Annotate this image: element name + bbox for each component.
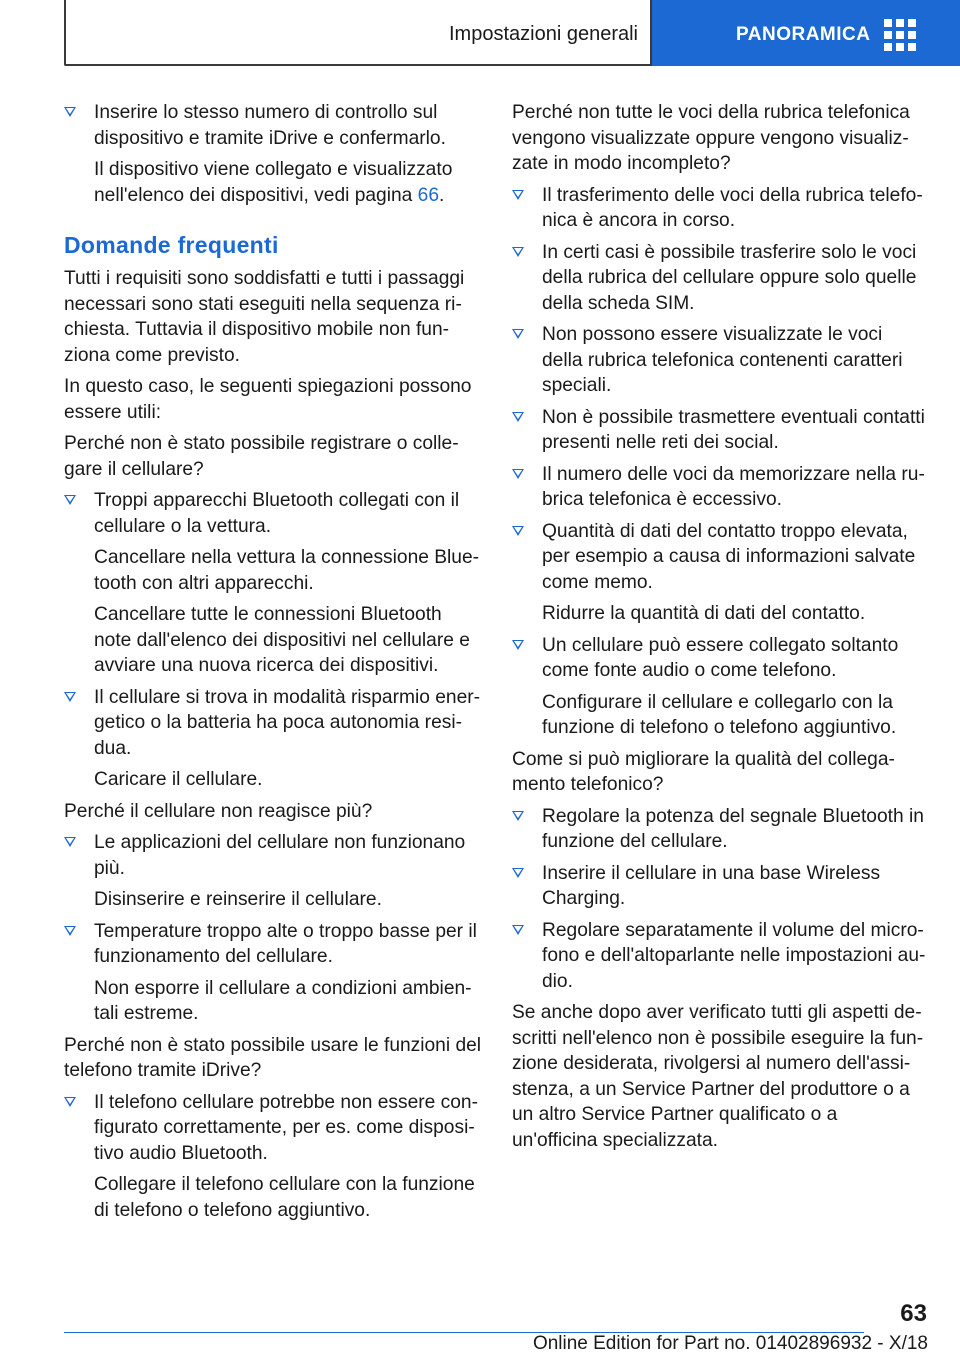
question: Perché non è stato possibile usare le funzioni del telefono tramite iDrive? xyxy=(64,1034,482,1081)
list-item: Il trasferimento delle voci della rubrica telefonica è ancora in corso. xyxy=(512,183,928,234)
bullet-arrow-icon xyxy=(512,811,524,821)
list-item: Il cellulare si trova in modalità risparmio energetico o la batteria ha poca autonomia residua. xyxy=(64,685,484,762)
bullet-arrow-icon xyxy=(512,526,524,536)
list-item: In certi casi è possibile trasferire solo le voci della rubrica del cellulare oppure solo quelle della scheda SIM. xyxy=(512,240,928,317)
bullet-arrow-icon xyxy=(512,640,524,650)
list-item: Le applicazioni del cellulare non funzionano più. xyxy=(64,830,484,881)
bullet-arrow-icon xyxy=(512,469,524,479)
list-item: Il telefono cellulare potrebbe non essere configurato correttamente, per es. come dispositivo audio Bluetooth. xyxy=(64,1090,484,1167)
list-item: Temperature troppo alte o troppo basse per il funzionamento del cellulare. xyxy=(64,919,484,970)
list-item-detail: Cancellare tutte le connessioni Bluetooth note dall'elenco dei dispositivi nel cellulare e avviare una nuova ricerca dei dispositivi. xyxy=(94,604,470,676)
section-title: Impostazioni generali xyxy=(449,22,638,45)
bullet-arrow-icon xyxy=(64,692,76,702)
overview-label: PANORAMICA xyxy=(736,24,871,45)
list-item: Il numero delle voci da memorizzare nella rubrica telefonica è eccessivo. xyxy=(512,462,928,513)
paragraph: Tutti i requisiti sono soddisfatti e tutti i passaggi necessari sono stati eseguiti nella sequenza richiesta. Tuttavia il dispositivo mobile non funziona come previsto. xyxy=(64,268,465,366)
right-column xyxy=(512,100,928,1159)
list-item: Inserire lo stesso numero di controllo sul dispositivo e tramite iDrive e confermarlo. xyxy=(64,100,484,151)
list-item: Non è possibile trasmettere eventuali contatti presenti nelle reti dei social. xyxy=(512,405,928,456)
bullet-arrow-icon xyxy=(512,925,524,935)
question: Come si può migliorare la qualità del collegamento telefonico? xyxy=(512,748,895,795)
list-item: Inserire il cellulare in una base Wireless Charging. xyxy=(512,861,928,912)
list-item-detail: Collegare il telefono cellulare con la funzione di telefono o telefono aggiuntivo. xyxy=(94,1174,475,1221)
left-column xyxy=(64,100,484,1229)
question: Perché non è stato possibile registrare o collegare il cellulare? xyxy=(64,433,459,480)
list-item-detail: Ridurre la quantità di dati del contatto. xyxy=(542,603,866,624)
list-item-detail: Disinserire e reinserire il cellulare. xyxy=(94,889,382,910)
list-item: Regolare separatamente il volume del microfono e dell'altoparlante nelle impostazioni audio. xyxy=(512,918,928,995)
page-link[interactable]: 66 xyxy=(417,184,440,206)
list-item: Quantità di dati del contatto troppo elevata, per esempio a causa di informazioni salvate come memo. xyxy=(512,519,928,596)
paragraph: Se anche dopo aver verificato tutti gli aspetti descritti nell'elenco non è possibile eseguire la funzione desiderata, rivolgersi al numero dell'assistenza, a un Service Partner del produttore o a un altro Service Partner qualificato o a un'officina specializzata. xyxy=(512,1002,924,1151)
list-item: Non possono essere visualizzate le voci della rubrica telefonica contenenti caratteri speciali. xyxy=(512,322,928,399)
bullet-arrow-icon xyxy=(64,837,76,847)
footer-edition: Online Edition for Part no. 01402896932 - X/18 xyxy=(532,1333,928,1354)
list-item-detail: Caricare il cellulare. xyxy=(94,769,263,790)
bullet-arrow-icon xyxy=(512,329,524,339)
list-item: Un cellulare può essere collegato soltanto come fonte audio o come telefono. xyxy=(512,633,928,684)
bullet-arrow-icon xyxy=(64,107,76,117)
bullet-arrow-icon xyxy=(64,926,76,936)
question: Perché non tutte le voci della rubrica telefonica vengono visualizzate oppure vengono visualizzate in modo incompleto? xyxy=(512,102,910,174)
section-title-box xyxy=(64,0,650,66)
question: Perché il cellulare non reagisce più? xyxy=(64,800,373,822)
list-item-detail: Configurare il cellulare e collegarlo con la funzione di telefono o telefono aggiuntivo. xyxy=(542,691,897,738)
overview-button[interactable] xyxy=(650,0,960,66)
bullet-arrow-icon xyxy=(512,868,524,878)
bullet-arrow-icon xyxy=(512,190,524,200)
page-header xyxy=(64,0,960,66)
list-item: Regolare la potenza del segnale Bluetooth in funzione del cellulare. xyxy=(512,804,928,855)
paragraph: In questo caso, le seguenti spiegazioni possono essere utili: xyxy=(64,376,472,423)
bullet-arrow-icon xyxy=(64,1097,76,1107)
section-heading: Domande frequenti xyxy=(64,232,279,258)
grid-icon xyxy=(884,15,916,51)
page-number: 63 xyxy=(900,1300,927,1327)
list-item: Troppi apparecchi Bluetooth collegati con il cellulare o la vettura. xyxy=(64,488,484,539)
bullet-arrow-icon xyxy=(64,495,76,505)
bullet-arrow-icon xyxy=(512,247,524,257)
bullet-arrow-icon xyxy=(512,412,524,422)
list-item-detail: Il dispositivo viene collegato e visualizzato nell'elenco dei dispositivi, vedi pagina 66. xyxy=(94,159,453,206)
list-item-detail: Cancellare nella vettura la connessione Bluetooth con altri apparecchi. xyxy=(94,547,480,594)
list-item-detail: Non esporre il cellulare a condizioni ambientali estreme. xyxy=(94,977,472,1024)
